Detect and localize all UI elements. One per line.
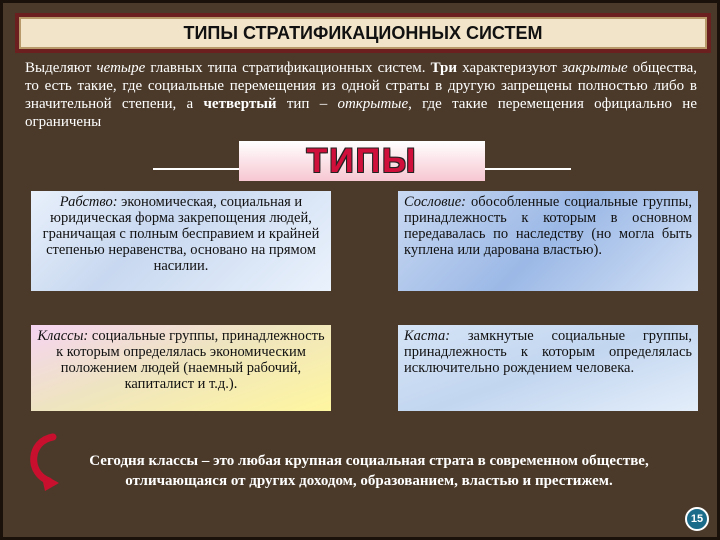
intro-paragraph [25,59,697,131]
intro-text: общества, то есть такие, где социальные перемещения из одной страты в другую запрещены полностью либо в значительной степени, а [25,60,697,112]
intro-text-emph: открытые [337,96,409,112]
card-text: замкнутые социальные группы, принадлежность к которым определялась исключительно рождением человека. [404,328,692,376]
banner-line-left [153,168,239,170]
banner-wordart: ТИПЫ [306,141,418,180]
page-number-badge: 15 [685,507,709,531]
banner-line-right [485,168,571,170]
card-term: Сословие: [404,194,467,210]
intro-text: тип – [276,96,338,112]
curved-arrow-icon [23,431,65,491]
types-banner [239,141,485,181]
slide-title: ТИПЫ СТРАТИФИКАЦИОННЫХ СИСТЕМ [19,17,707,49]
summary-text: Сегодня классы – это любая крупная социальная страта в современном обществе, отличающаяся от других доходом, образованием, властью и престижем. [89,453,649,489]
intro-text-bold: Три [430,60,458,76]
card-text: социальные группы, принадлежность к которым определялась экономическим положением людей (наемный рабочий, капиталист и т.д.). [56,328,325,392]
intro-text: , где такие перемещения официально не ограничены [25,96,697,130]
intro-text-emph: четыре [96,60,146,76]
intro-text-emph: закрытые [561,60,628,76]
intro-text: Выделяют [25,60,97,76]
card-term: Классы: [37,328,89,344]
card-classes [31,325,331,411]
intro-text-bold: четвертый [203,96,277,112]
card-caste [398,325,698,411]
intro-text: характеризуют [457,60,562,76]
intro-text: главных типа стратификационных систем. [145,60,431,76]
title-frame [15,13,711,53]
card-slavery [31,191,331,291]
card-term: Каста: [404,328,451,344]
card-text: экономическая, социальная и юридическая форма закрепощения людей, граничащая с полным бесправием и крайней степенью неравенства, основано на прямом насилии. [42,194,320,274]
card-text: обособленные социальные группы, принадлежность к которым в основном передавалась по наследству (но могла быть куплена или дарована властью). [404,194,692,258]
card-estate [398,191,698,291]
card-term: Рабство: [59,194,118,210]
